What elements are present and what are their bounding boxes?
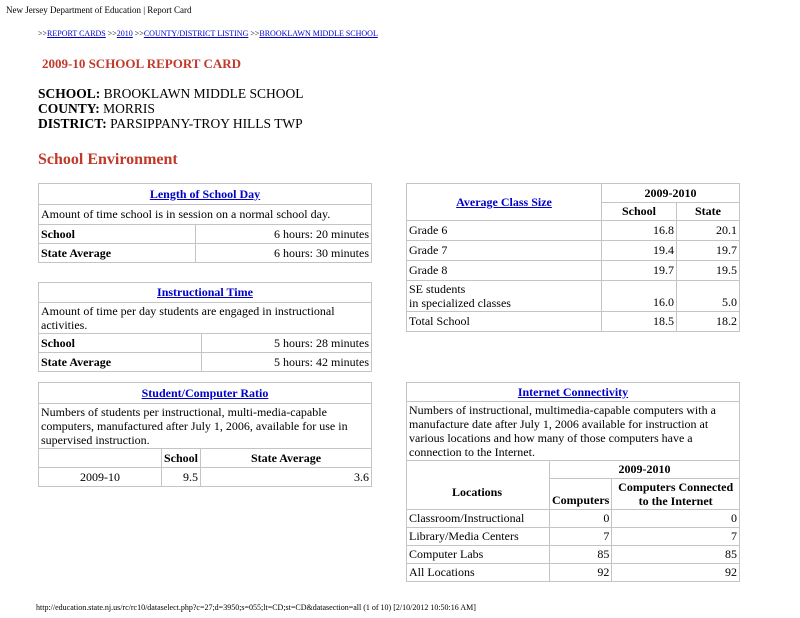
length-state-value: 6 hours: 30 minutes xyxy=(196,244,372,263)
internet-row-location: Library/Media Centers xyxy=(407,528,550,546)
class-size-row-state: 5.0 xyxy=(677,281,740,312)
internet-row-connected: 0 xyxy=(612,510,740,528)
length-of-day-link[interactable]: Length of School Day xyxy=(149,186,261,201)
table-row xyxy=(407,281,740,312)
computer-ratio-link[interactable]: Student/Computer Ratio xyxy=(141,385,269,400)
instructional-time-link[interactable]: Instructional Time xyxy=(157,285,253,299)
county-label: COUNTY: xyxy=(38,101,100,116)
internet-row-computers: 85 xyxy=(550,546,612,564)
class-size-row-label xyxy=(407,281,602,312)
table-row xyxy=(407,312,740,332)
internet-connectivity-table xyxy=(406,382,740,582)
table-row xyxy=(407,241,740,261)
breadcrumb-link-report-cards[interactable]: REPORT CARDS xyxy=(47,29,106,38)
class-size-row-label: Grade 6 xyxy=(407,221,602,241)
length-of-day-table xyxy=(38,183,372,263)
class-size-se-line1: SE students xyxy=(409,282,466,296)
length-of-day-desc: Amount of time school is in session on a normal school day. xyxy=(39,205,372,225)
table-row xyxy=(407,221,740,241)
table-row xyxy=(407,510,740,528)
table-row xyxy=(407,546,740,564)
class-size-table xyxy=(406,183,740,332)
computer-ratio-year: 2009-10 xyxy=(39,468,162,487)
district-line xyxy=(38,116,304,131)
internet-col-computers: Computers xyxy=(550,479,612,510)
section-title: School Environment xyxy=(38,151,178,168)
district-name: PARSIPPANY-TROY HILLS TWP xyxy=(110,116,303,131)
instructional-school-label: School xyxy=(39,334,202,353)
breadcrumb-separator: >> xyxy=(134,29,144,38)
table-row xyxy=(407,564,740,582)
computer-ratio-table xyxy=(38,382,372,487)
class-size-col-state: State xyxy=(677,203,740,221)
school-label: SCHOOL: xyxy=(38,86,101,101)
instructional-state-label: State Average xyxy=(39,353,202,372)
internet-row-connected: 92 xyxy=(612,564,740,582)
class-size-row-state: 20.1 xyxy=(677,221,740,241)
internet-row-computers: 0 xyxy=(550,510,612,528)
internet-row-connected: 7 xyxy=(612,528,740,546)
breadcrumb-separator: >> xyxy=(38,29,48,38)
class-size-row-label: Grade 8 xyxy=(407,261,602,281)
class-size-year: 2009-2010 xyxy=(602,184,740,203)
class-size-link[interactable]: Average Class Size xyxy=(456,194,552,209)
computer-ratio-blank-header xyxy=(39,449,162,468)
computer-ratio-col-state: State Average xyxy=(201,449,372,468)
breadcrumb-link-year[interactable]: 2010 xyxy=(116,29,133,38)
internet-connectivity-link[interactable]: Internet Connectivity xyxy=(517,384,629,399)
computer-ratio-school-value: 9.5 xyxy=(162,468,201,487)
class-size-row-school: 16.0 xyxy=(602,281,677,312)
internet-row-location: Classroom/Instructional xyxy=(407,510,550,528)
computer-ratio-state-value: 3.6 xyxy=(201,468,372,487)
district-label: DISTRICT: xyxy=(38,116,107,131)
instructional-state-value: 5 hours: 42 minutes xyxy=(202,353,372,372)
class-size-row-school: 16.8 xyxy=(602,221,677,241)
internet-year: 2009-2010 xyxy=(550,461,740,479)
breadcrumb-separator: >> xyxy=(107,29,117,38)
computer-ratio-col-school: School xyxy=(162,449,201,468)
print-header: New Jersey Department of Education | Report Card xyxy=(6,5,192,15)
school-name: BROOKLAWN MIDDLE SCHOOL xyxy=(103,86,304,101)
class-size-se-line2: in specialized classes xyxy=(409,296,511,310)
length-school-value: 6 hours: 20 minutes xyxy=(196,225,372,244)
class-size-row-label: Total School xyxy=(407,312,602,332)
table-row xyxy=(407,261,740,281)
class-size-row-school: 19.4 xyxy=(602,241,677,261)
table-row xyxy=(407,528,740,546)
print-footer: http://education.state.nj.us/rc/rc10/dataselect.php?c=27;d=3950;s=055;lt=CD;st=CD&datasection=all (1 of 10) [2/10/2012 10:50:16 AM] xyxy=(36,603,476,612)
report-title: 2009-10 SCHOOL REPORT CARD xyxy=(42,56,242,71)
class-size-row-school: 18.5 xyxy=(602,312,677,332)
class-size-row-state: 19.7 xyxy=(677,241,740,261)
instructional-time-table xyxy=(38,282,372,372)
class-size-row-state: 19.5 xyxy=(677,261,740,281)
county-line xyxy=(38,101,304,116)
internet-row-location: All Locations xyxy=(407,564,550,582)
class-size-row-state: 18.2 xyxy=(677,312,740,332)
school-info xyxy=(38,86,304,131)
breadcrumb-link-school[interactable]: BROOKLAWN MIDDLE SCHOOL xyxy=(259,29,378,38)
length-school-label: School xyxy=(39,225,196,244)
class-size-col-school: School xyxy=(602,203,677,221)
instructional-time-desc: Amount of time per day students are engaged in instructional activities. xyxy=(39,303,372,334)
instructional-school-value: 5 hours: 28 minutes xyxy=(202,334,372,353)
internet-row-location: Computer Labs xyxy=(407,546,550,564)
internet-desc: Numbers of instructional, multimedia-capable computers with a manufacture date after July 1, 2006 available for instruction at various locations and how many of those computers have a connection to the Internet. xyxy=(407,402,740,461)
computer-ratio-desc: Numbers of students per instructional, multi-media-capable computers, manufactured after July 1, 2006, available for use in supervised instruction. xyxy=(39,404,372,449)
breadcrumb-separator: >> xyxy=(250,29,260,38)
school-line xyxy=(38,86,304,101)
length-state-label: State Average xyxy=(39,244,196,263)
internet-row-connected: 85 xyxy=(612,546,740,564)
class-size-row-label: Grade 7 xyxy=(407,241,602,261)
breadcrumb-link-county-listing[interactable]: COUNTY/DISTRICT LISTING xyxy=(143,29,249,38)
breadcrumb xyxy=(38,29,378,38)
internet-row-computers: 7 xyxy=(550,528,612,546)
internet-row-computers: 92 xyxy=(550,564,612,582)
internet-col-connected: Computers Connected to the Internet xyxy=(612,479,740,510)
county-name: MORRIS xyxy=(103,101,155,116)
internet-col-locations: Locations xyxy=(452,485,503,499)
class-size-row-school: 19.7 xyxy=(602,261,677,281)
